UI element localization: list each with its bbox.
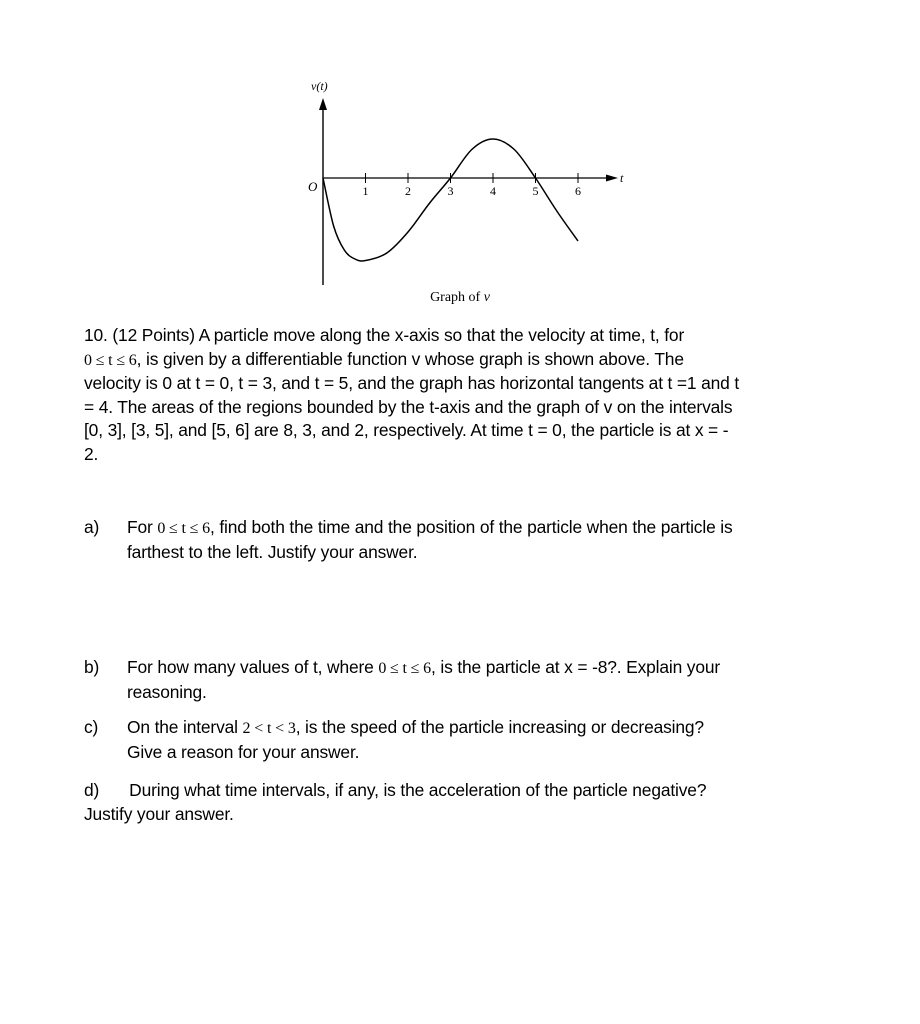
graph-caption bbox=[0, 290, 920, 306]
part-c-body bbox=[127, 716, 847, 764]
part-d-text: During what time intervals, if any, is the acceleration of the particle negative? bbox=[129, 780, 707, 800]
part-a-domain: 0 ≤ t ≤ 6 bbox=[157, 520, 210, 537]
part-c-pre: On the interval bbox=[127, 717, 243, 737]
x-axis-label: t bbox=[620, 171, 624, 185]
part-b-post: , is the particle at x = -8?. Explain your bbox=[431, 657, 721, 677]
problem-line-5: [0, 3], [3, 5], and [5, 6] are 8, 3, and 2, respectively. At time t = 0, the particle is at x = - bbox=[84, 420, 729, 440]
part-a-post: , find both the time and the position of the particle when the particle is bbox=[210, 517, 733, 537]
part-b-body bbox=[127, 656, 847, 704]
x-axis-arrow bbox=[606, 175, 618, 182]
x-tick-label: 2 bbox=[405, 184, 411, 198]
x-tick-label: 3 bbox=[447, 184, 454, 198]
part-c-line-2: Give a reason for your answer. bbox=[127, 741, 360, 762]
problem-line-2 bbox=[84, 348, 844, 373]
part-d-line-2: Justify your answer. bbox=[84, 803, 234, 824]
part-b-label: b) bbox=[84, 657, 100, 677]
problem-statement bbox=[84, 324, 844, 466]
part-b-line-2: reasoning. bbox=[127, 681, 207, 702]
part-b-domain: 0 ≤ t ≤ 6 bbox=[378, 660, 432, 677]
problem-domain: 0 ≤ t ≤ 6 bbox=[84, 351, 137, 369]
problem-line-4: = 4. The areas of the regions bounded by the t-axis and the graph of v on the intervals bbox=[84, 396, 733, 417]
part-c-post: , is the speed of the particle increasing or decreasing? bbox=[295, 717, 704, 737]
part-c-label: c) bbox=[84, 717, 99, 737]
velocity-graph bbox=[0, 0, 920, 320]
y-axis-label: v(t) bbox=[311, 79, 328, 93]
part-a-line-2: farthest to the left. Justify your answer. bbox=[127, 541, 418, 562]
y-axis-arrow bbox=[319, 98, 327, 110]
part-c-domain: 2 < t < 3 bbox=[242, 720, 296, 737]
x-tick-label: 5 bbox=[532, 184, 539, 198]
part-a-label: a) bbox=[84, 517, 100, 537]
x-tick-label: 1 bbox=[362, 184, 369, 198]
part-b-pre: For how many values of t, where bbox=[127, 657, 379, 677]
x-tick-label: 4 bbox=[490, 184, 496, 198]
caption-var: v bbox=[483, 290, 490, 305]
velocity-curve bbox=[323, 139, 578, 261]
x-tick-labels bbox=[363, 184, 582, 198]
part-d bbox=[84, 779, 844, 826]
problem-line-3: velocity is 0 at t = 0, t = 3, and t = 5, and the graph has horizontal tangents at t =1 and t bbox=[84, 373, 740, 393]
part-a-pre: For bbox=[127, 517, 158, 537]
part-a-body bbox=[127, 516, 847, 564]
caption-prefix: Graph of bbox=[430, 290, 484, 305]
part-d-label: d) bbox=[84, 780, 100, 800]
problem-line-6: 2. bbox=[84, 443, 99, 464]
problem-line-2-text: , is given by a differentiable function v whose graph is shown above. The bbox=[136, 348, 684, 369]
x-tick-label: 6 bbox=[575, 184, 581, 198]
origin-label: O bbox=[308, 179, 318, 194]
problem-line-1: 10. (12 Points) A particle move along the x-axis so that the velocity at time, t, for bbox=[84, 325, 685, 345]
